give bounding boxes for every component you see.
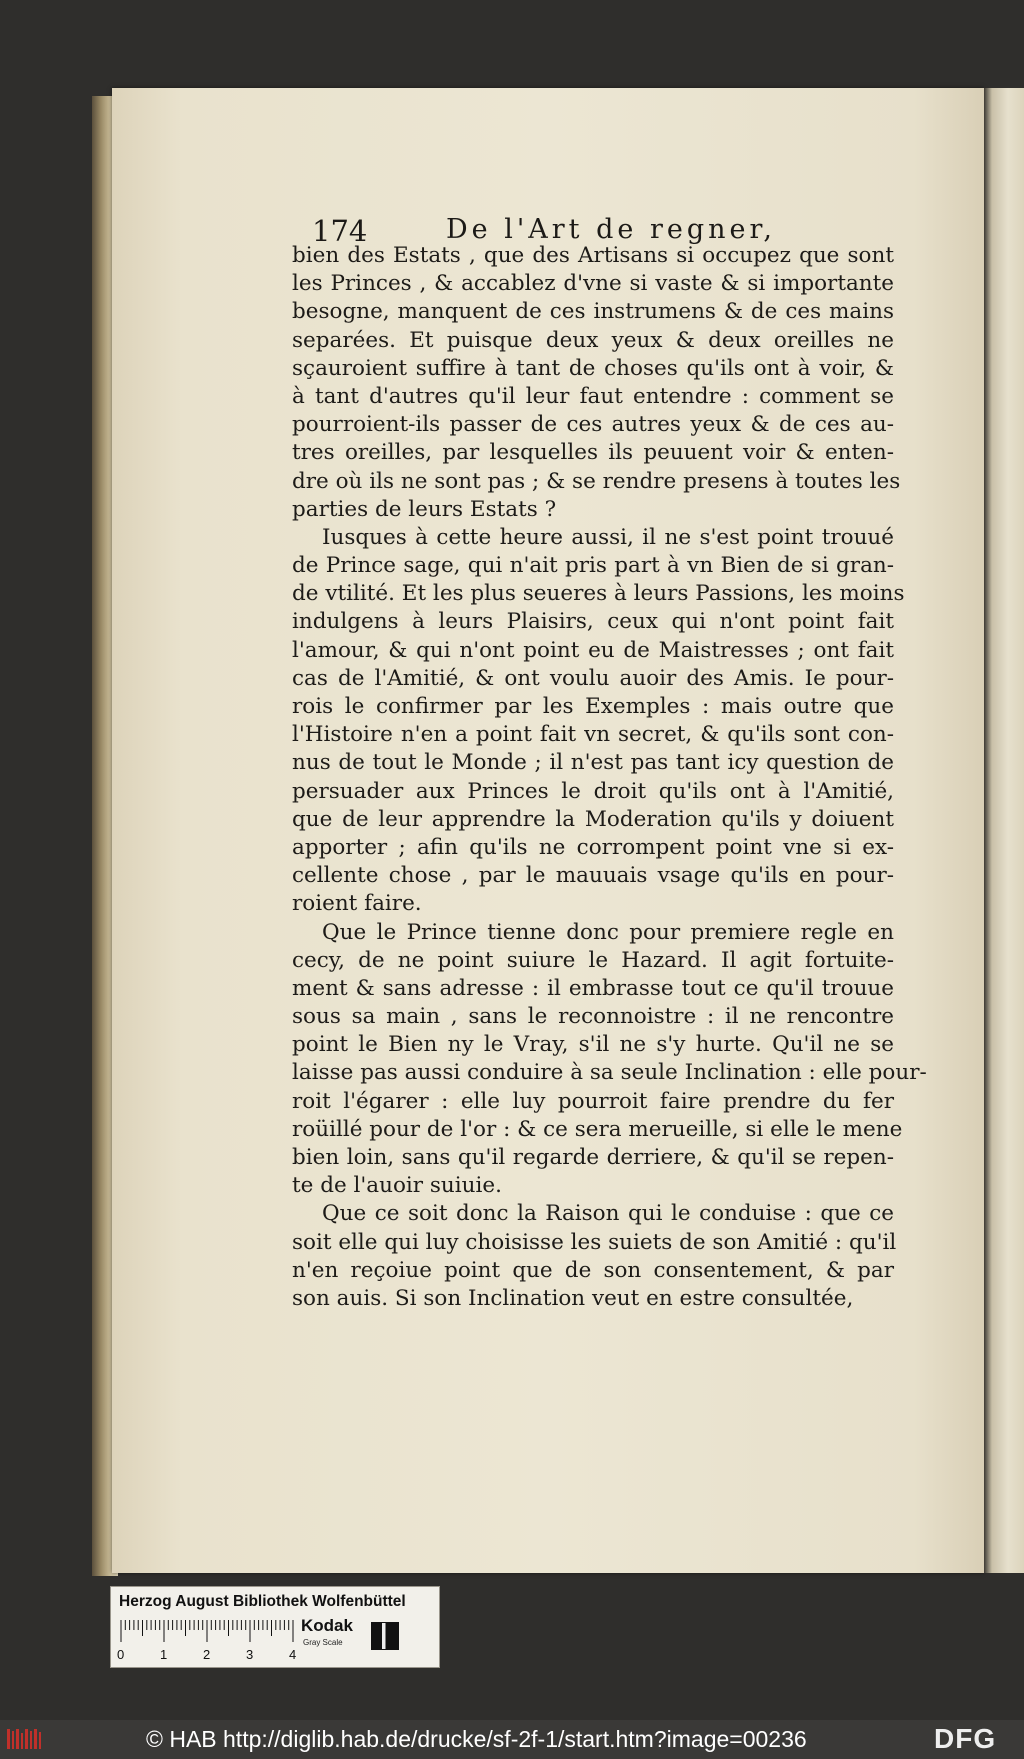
text-line: bien des Estats , que des Artisans si occupez que sont (292, 243, 894, 268)
gray-scale-label: Gray Scale (303, 1638, 343, 1647)
text-line: rois le confirmer par les Exemples : mais outre que (292, 694, 894, 719)
text-line: ment & sans adresse : il embrasse tout ce qu'il trouue (292, 975, 894, 1001)
color-reference-card (110, 1586, 440, 1668)
text-line: cas de l'Amitié, & ont voulu auoir des Amis. Ie pour- (292, 665, 894, 691)
body-text (292, 242, 927, 1313)
text-line: separées. Et puisque deux yeux & deux oreilles ne (292, 327, 894, 353)
footer-bar (0, 1720, 1024, 1759)
text-line: Que le Prince tienne donc pour premiere regle en (322, 919, 894, 945)
running-title: De l'Art de regner, (446, 214, 777, 245)
page-number: 174 (312, 214, 368, 248)
next-page-edge (984, 88, 1024, 1573)
text-line: roit l'égarer : elle luy pourroit faire prendre du fer (292, 1088, 894, 1114)
text-line: pourroient-ils passer de ces autres yeux & de ces au- (292, 412, 894, 438)
text-line: l'Histoire n'en a point fait vn secret, & qu'ils sont con- (292, 722, 894, 748)
text-line: dre où ils ne sont pas ; & se rendre presens à toutes les (292, 468, 901, 494)
ruler-number: 0 (117, 1647, 125, 1662)
text-line: cellente chose , par le mauuais vsage qu'ils en pour- (292, 863, 894, 889)
text-line: sçauroient suffire à tant de choses qu'ils ont à voir, & (292, 355, 894, 381)
scale-ruler (119, 1620, 299, 1642)
text-line: son auis. Si son Inclination veut en estre consultée, (292, 1285, 854, 1311)
text-line: persuader aux Princes le droit qu'ils ont à l'Amitié, (292, 778, 894, 804)
library-name: Herzog August Bibliothek Wolfenbüttel (119, 1593, 406, 1610)
text-line: à tant d'autres qu'il leur faut entendre : comment se (292, 383, 894, 409)
text-line: point le Bien ny le Vray, s'il ne s'y hurte. Qu'il ne se (292, 1032, 894, 1058)
text-line: Que ce soit donc la Raison qui le conduise : que ce (322, 1201, 894, 1227)
text-line: de Prince sage, qui n'ait pris part à vn Bien de si gran- (292, 553, 894, 579)
text-line: tres oreilles, par lesquelles ils peuuent voir & enten- (292, 440, 894, 466)
text-line: l'amour, & qui n'ont point eu de Maistresses ; ont fait (292, 637, 894, 663)
ruler-number: 4 (289, 1647, 297, 1662)
text-line: les Princes , & accablez d'vne si vaste & si importante (292, 271, 894, 297)
text-line: laisse pas aussi conduire à sa seule Inclination : elle pour- (292, 1060, 927, 1086)
gray-scale-patch (371, 1622, 399, 1650)
ruler-number: 1 (160, 1647, 168, 1662)
ruler-number: 2 (203, 1647, 211, 1662)
text-line: cecy, de ne point suiure le Hazard. Il agit fortuite- (292, 947, 894, 973)
text-line: parties de leurs Estats ? (292, 496, 557, 522)
kodak-logo: Kodak (301, 1616, 353, 1635)
text-line: nus de tout le Monde ; il n'est pas tant icy question de (292, 750, 894, 776)
text-line: roüillé pour de l'or : & ce sera merueille, si elle le mene (292, 1116, 903, 1142)
text-line: que de leur apprendre la Moderation qu'ils y doiuent (292, 806, 894, 832)
ruler-numbers (117, 1647, 307, 1663)
dfg-logo: DFG (934, 1723, 997, 1754)
text-line: n'en reçoiue point que de son consentement, & par (292, 1257, 894, 1283)
text-line: sous sa main , sans le reconnoistre : il ne rencontre (292, 1004, 894, 1030)
text-line: besogne, manquent de ces instrumens & de ces mains (292, 299, 894, 325)
text-line: apporter ; afin qu'ils ne corrompent point vne si ex- (292, 834, 894, 860)
text-line: soit elle qui luy choisisse les suiets de son Amitié : qu'il (292, 1229, 897, 1255)
text-line: bien loin, sans qu'il regarde derriere, & qu'il se repen- (292, 1145, 894, 1170)
text-line: indulgens à leurs Plaisirs, ceux qui n'ont point fait (292, 609, 894, 635)
text-line: de vtilité. Et les plus seueres à leurs Passions, les moins (292, 581, 905, 607)
ruler-number: 3 (246, 1647, 254, 1662)
text-line: te de l'auoir suiuie. (292, 1173, 502, 1199)
text-line: roient faire. (292, 891, 422, 917)
barcode-stripes-icon (6, 1727, 46, 1751)
copyright-link[interactable]: © HAB http://diglib.hab.de/drucke/sf-2f-1/start.htm?image=00236 (146, 1726, 807, 1752)
text-line: Iusques à cette heure aussi, il ne s'est point trouué (322, 524, 894, 550)
